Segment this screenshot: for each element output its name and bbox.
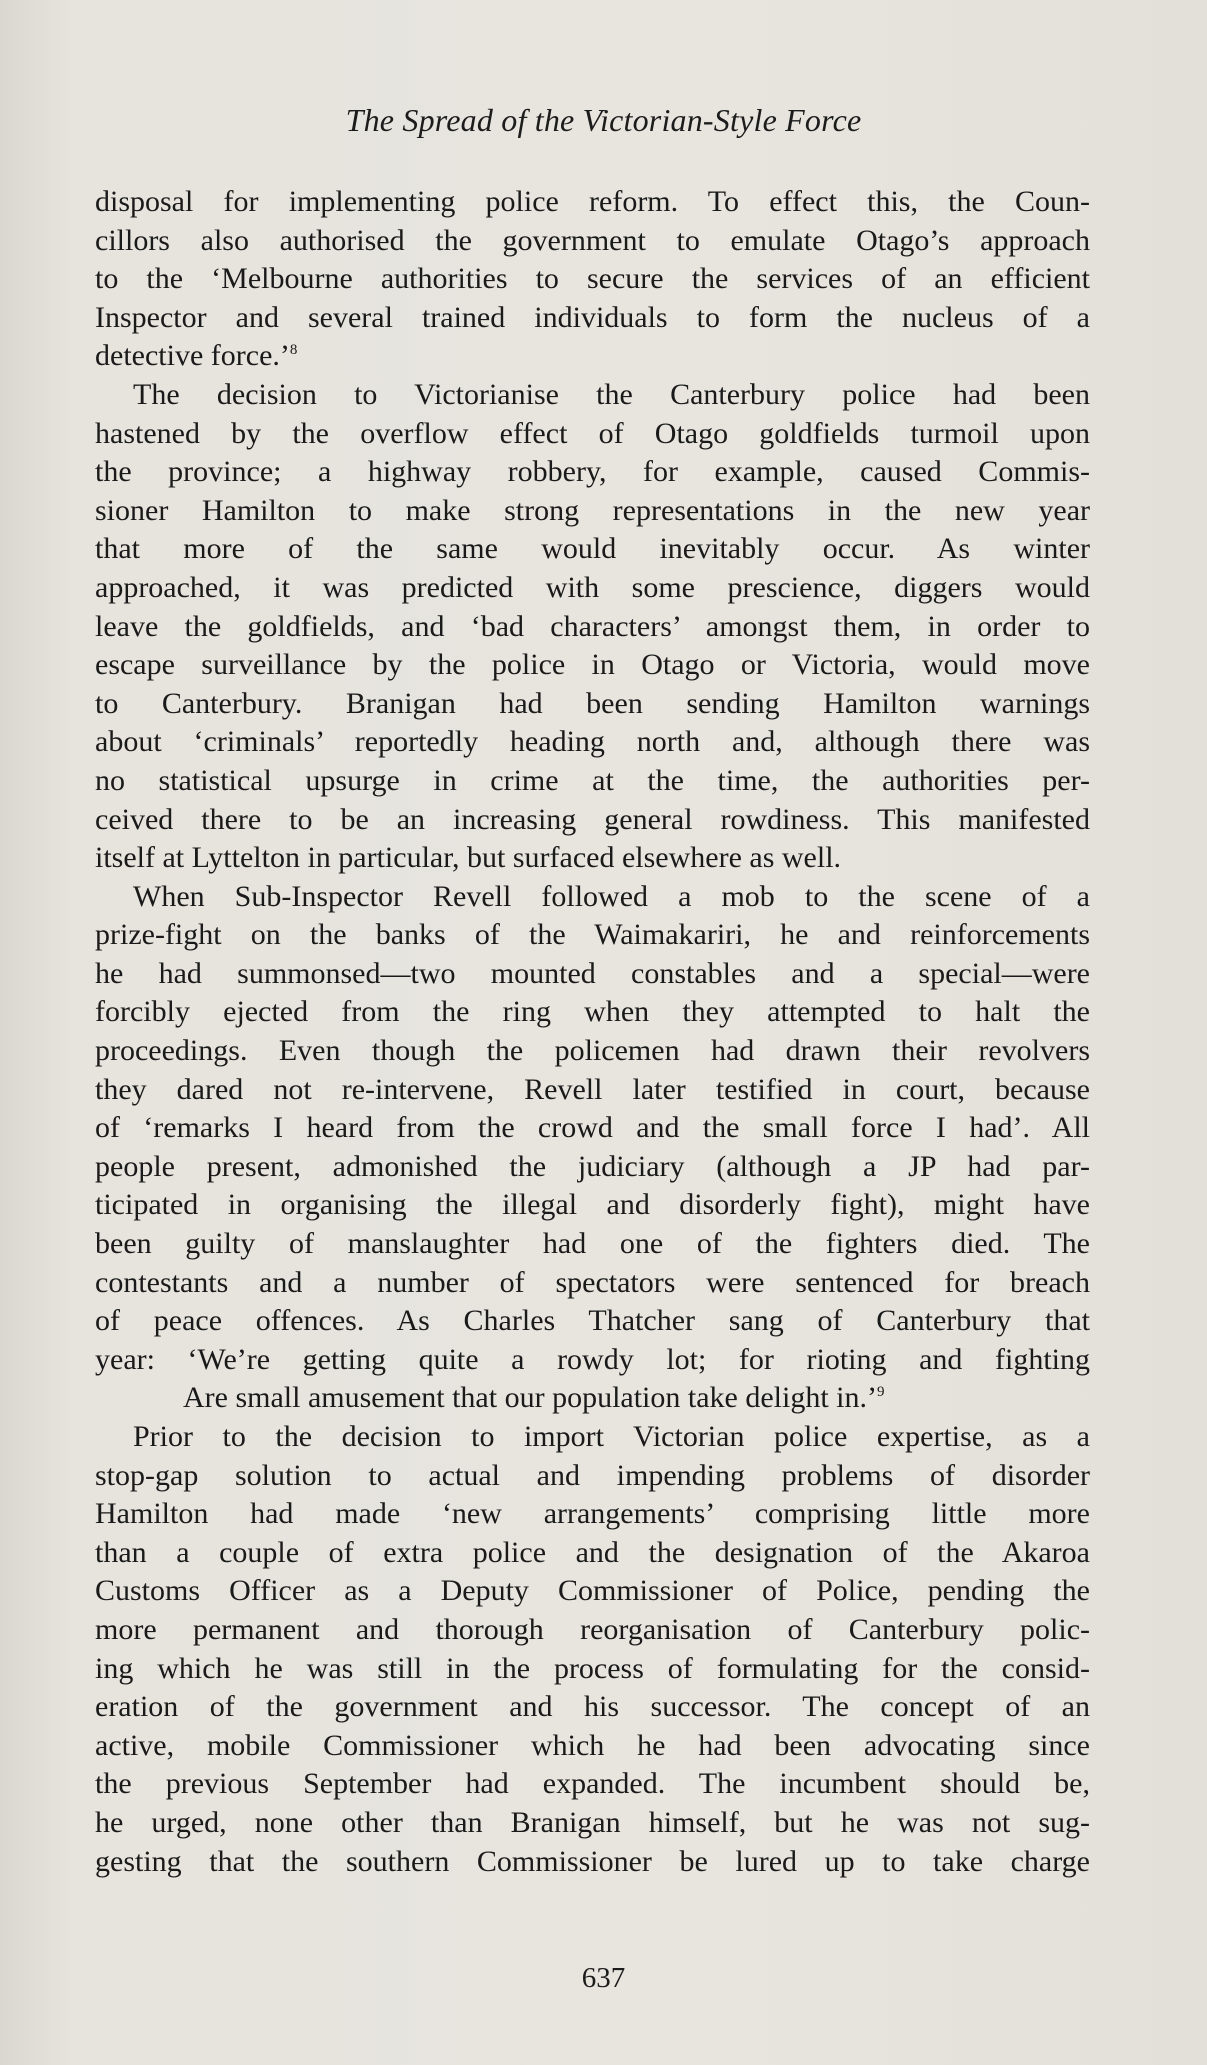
text-line: Hamilton had made ‘new arrangements’ comprising little more: [95, 1497, 1090, 1531]
text-line: active, mobile Commissioner which he had been advocating since: [95, 1728, 1090, 1762]
text-line: year: ‘We’re getting quite a rowdy lot; for rioting and fighting: [95, 1342, 1090, 1376]
text-line: gesting that the southern Commissioner be lured up to take charge: [95, 1844, 1090, 1878]
text-line: Customs Officer as a Deputy Commissioner of Police, pending the: [95, 1574, 1090, 1608]
text-line: that more of the same would inevitably occur. As winter: [95, 532, 1090, 566]
text-line: contestants and a number of spectators were sentenced for breach: [95, 1265, 1090, 1299]
verse-line: Are small amusement that our population take delight in.’$^9$: [183, 1381, 885, 1415]
text-line: approached, it was predicted with some prescience, diggers would: [95, 570, 1090, 604]
text-line: sioner Hamilton to make strong representations in the new year: [95, 493, 1090, 527]
page-number: 637: [581, 1962, 626, 1994]
text-line: the previous September had expanded. The incumbent should be,: [95, 1767, 1090, 1801]
text-line: more permanent and thorough reorganisation of Canterbury polic-: [95, 1612, 1090, 1646]
text-line: than a couple of extra police and the designation of the Akaroa: [95, 1535, 1090, 1569]
text-line: leave the goldfields, and ‘bad characters’ amongst them, in order to: [95, 609, 1090, 643]
text-line: to Canterbury. Branigan had been sending Hamilton warnings: [95, 686, 1090, 720]
text-line: ing which he was still in the process of formulating for the consid-: [95, 1651, 1090, 1685]
text-line: hastened by the overflow effect of Otago goldfields turmoil upon: [95, 416, 1090, 450]
text-line: Prior to the decision to import Victorian police expertise, as a: [133, 1420, 1090, 1453]
text-line: ceived there to be an increasing general rowdiness. This manifested: [95, 802, 1090, 836]
footnote-ref: 9: [877, 1384, 885, 1401]
text-line: to the ‘Melbourne authorities to secure the services of an efficient: [95, 262, 1090, 296]
text-line: forcibly ejected from the ring when they attempted to halt the: [95, 995, 1090, 1029]
text-line: disposal for implementing police reform. To effect this, the Coun-: [95, 185, 1090, 218]
text-line: The decision to Victorianise the Canterbury police had been: [133, 377, 1090, 411]
text-line: people present, admonished the judiciary (although a JP had par-: [95, 1149, 1090, 1183]
text-line: cillors also authorised the government to emulate Otago’s approach: [95, 223, 1090, 257]
text-line: stop-gap solution to actual and impending problems of disorder: [95, 1458, 1090, 1492]
text-line: they dared not re-intervene, Revell later testified in court, because: [95, 1072, 1090, 1106]
text-line: of ‘remarks I heard from the crowd and the small force I had’. All: [95, 1111, 1090, 1145]
body-text: [95, 183, 1090, 1881]
text-line: he had summonsed—two mounted constables and a special—were: [95, 956, 1090, 990]
text-line: he urged, none other than Branigan himself, but he was not sug-: [95, 1805, 1090, 1839]
text-line: ticipated in organising the illegal and disorderly fight), might have: [95, 1188, 1090, 1222]
footnote-ref: 8: [289, 342, 298, 359]
text-line: eration of the government and his successor. The concept of an: [95, 1690, 1090, 1724]
text-line: itself at Lyttelton in particular, but surfaced elsewhere as well.: [95, 841, 842, 875]
text-line: When Sub-Inspector Revell followed a mob to the scene of a: [133, 879, 1090, 913]
text-line: detective force.’$^8$: [95, 339, 298, 373]
text-line: of peace offences. As Charles Thatcher sang of Canterbury that: [95, 1304, 1090, 1338]
text-line: no statistical upsurge in crime at the time, the authorities per-: [95, 763, 1090, 797]
text-line: about ‘criminals’ reportedly heading north and, although there was: [95, 725, 1090, 759]
running-head: The Spread of the Victorian-Style Force: [345, 102, 862, 138]
text-line: the province; a highway robbery, for example, caused Commis-: [95, 455, 1090, 489]
text-line: proceedings. Even though the policemen had drawn their revolvers: [95, 1034, 1090, 1068]
text-line: been guilty of manslaughter had one of the fighters died. The: [95, 1227, 1090, 1261]
text-line: Inspector and several trained individuals to form the nucleus of a: [95, 300, 1090, 334]
text-line: prize-fight on the banks of the Waimakariri, he and reinforcements: [95, 918, 1090, 952]
text-line: escape surveillance by the police in Otago or Victoria, would move: [95, 648, 1090, 682]
